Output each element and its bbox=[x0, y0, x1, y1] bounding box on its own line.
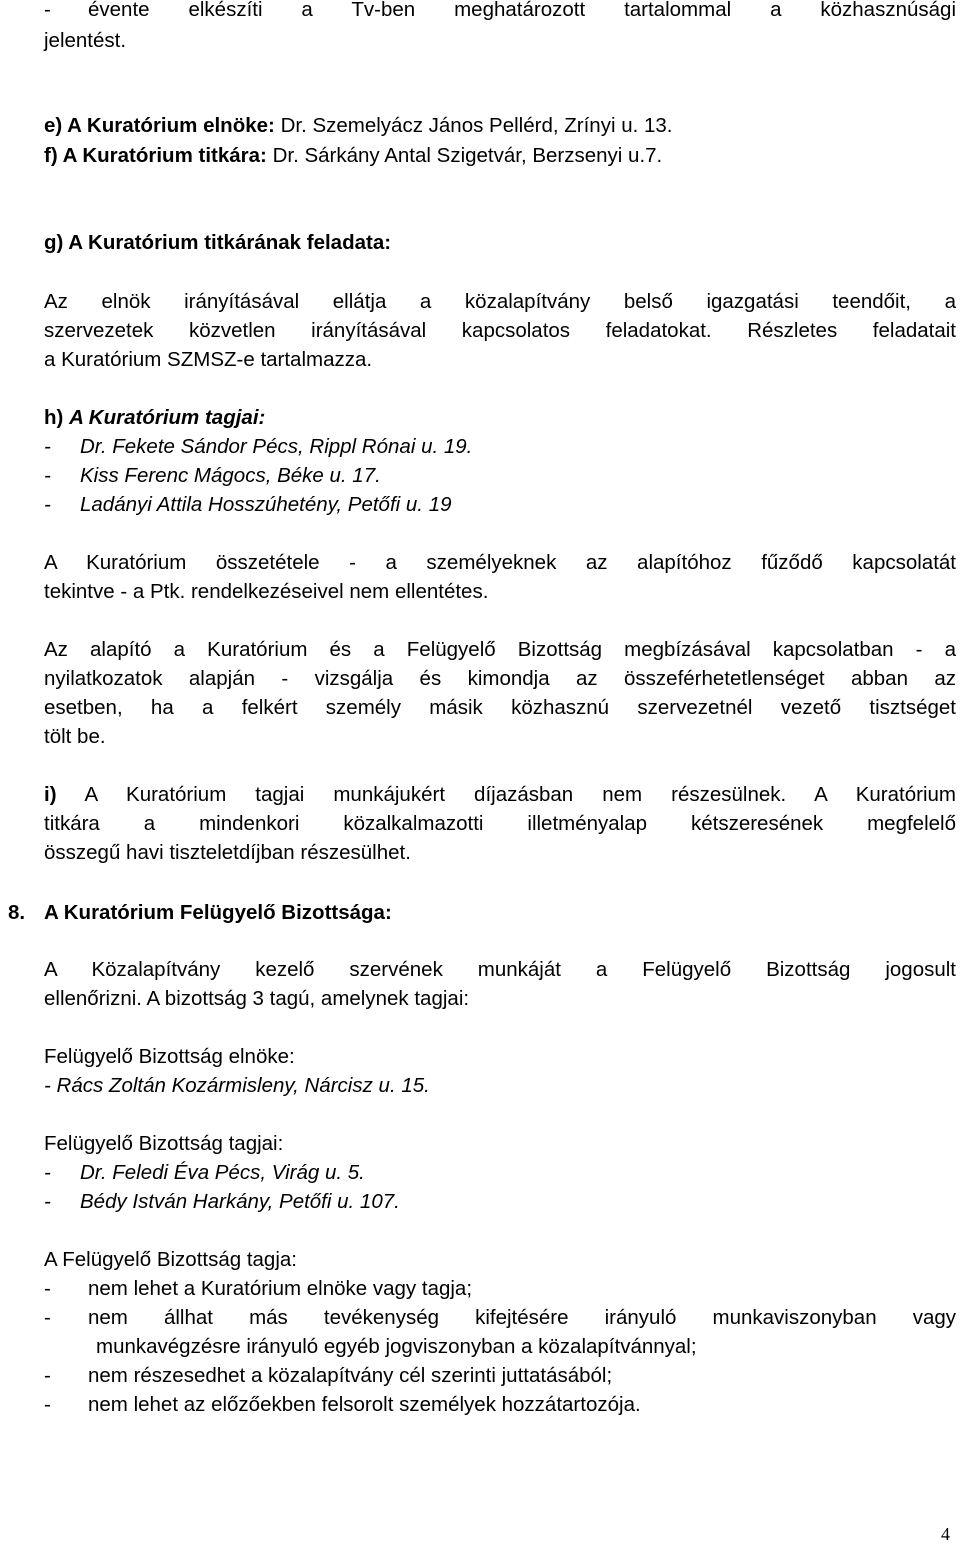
paragraph-line: szervezetek közvetlen irányításával kapcsolatos feladatokat. Részletes feladatait bbox=[44, 319, 956, 342]
list-dash: - bbox=[44, 493, 51, 516]
member-name: Dr. Feledi Éva Pécs, Virág u. 5. bbox=[80, 1161, 365, 1184]
paragraph-line: összegű havi tiszteletdíjban részesülhet. bbox=[44, 841, 411, 864]
list-dash: - bbox=[44, 464, 51, 487]
section-heading: g) A Kuratórium titkárának feladata: bbox=[44, 231, 392, 254]
board-members-label: Felügyelő Bizottság tagjai: bbox=[44, 1132, 284, 1155]
list-item bbox=[44, 0, 956, 22]
rule-item bbox=[44, 1393, 641, 1417]
secretary-line bbox=[44, 144, 662, 168]
paragraph-line: esetben, ha a felkért személy másik közhasznú szervezetnél vezető tisztséget bbox=[44, 696, 956, 719]
rule-item bbox=[44, 1277, 472, 1301]
list-dash: - bbox=[44, 1277, 51, 1300]
list-dash: - bbox=[44, 0, 51, 21]
list-dash: - bbox=[44, 1306, 51, 1329]
rule-continuation: munkavégzésre irányuló egyéb jogviszonyban a közalapítvánnyal; bbox=[96, 1335, 697, 1358]
chair-line bbox=[44, 114, 673, 138]
board-chair-label: Felügyelő Bizottság elnöke: bbox=[44, 1045, 295, 1068]
list-dash: - bbox=[44, 1161, 51, 1184]
list-dash: - bbox=[44, 1364, 51, 1387]
rule-item bbox=[44, 1364, 612, 1388]
section-prefix: h) bbox=[44, 406, 64, 429]
secretary-value: Dr. Sárkány Antal Szigetvár, Berzsenyi u.7. bbox=[272, 144, 663, 167]
paragraph-line: A Közalapítvány kezelő szervének munkáját a Felügyelő Bizottság jogosult bbox=[44, 958, 956, 981]
section-title: A Kuratórium Felügyelő Bizottsága: bbox=[44, 901, 392, 924]
rule-text: nem lehet a Kuratórium elnöke vagy tagja; bbox=[88, 1277, 473, 1300]
list-dash: - bbox=[44, 1190, 51, 1213]
member-item bbox=[44, 1161, 365, 1185]
paragraph-line: A Kuratórium összetétele - a személyeknek az alapítóhoz fűződő kapcsolatát bbox=[44, 551, 956, 574]
paragraph-line bbox=[44, 783, 956, 807]
rule-text: nem lehet az előzőekben felsorolt személyek hozzátartozója. bbox=[88, 1393, 641, 1416]
member-item bbox=[44, 464, 381, 488]
member-name: Ladányi Attila Hosszúhetény, Petőfi u. 19 bbox=[80, 493, 452, 516]
paragraph-line: a Kuratórium SZMSZ-e tartalmazza. bbox=[44, 348, 373, 371]
paragraph-line: Az elnök irányításával ellátja a közalapítvány belső igazgatási teendőit, a bbox=[44, 290, 956, 313]
paragraph-line: ellenőrizni. A bizottság 3 tagú, amelynek tagjai: bbox=[44, 987, 470, 1010]
list-dash: - bbox=[44, 1393, 51, 1416]
paragraph-line: tekintve - a Ptk. rendelkezéseivel nem ellentétes. bbox=[44, 580, 489, 603]
section-heading bbox=[44, 406, 265, 430]
paragraph-line: titkára a mindenkori közalkalmazotti illetményalap kétszeresének megfelelő bbox=[44, 812, 956, 835]
chair-label: e) A Kuratórium elnöke: bbox=[44, 114, 275, 137]
section-heading bbox=[8, 901, 392, 925]
member-name: Kiss Ferenc Mágocs, Béke u. 17. bbox=[80, 464, 381, 487]
section-number: 8. bbox=[8, 901, 26, 924]
member-item bbox=[44, 1190, 400, 1214]
paragraph-line: Az alapító a Kuratórium és a Felügyelő Bizottság megbízásával kapcsolatban - a bbox=[44, 638, 956, 661]
section-prefix: i) bbox=[44, 783, 57, 806]
member-name: Bédy István Harkány, Petőfi u. 107. bbox=[80, 1190, 400, 1213]
paragraph-text: A Kuratórium tagjai munkájukért díjazásban nem részesülnek. A Kuratórium bbox=[84, 783, 956, 806]
paragraph-line: nyilatkozatok alapján - vizsgálja és kimondja az összeférhetetlenséget abban az bbox=[44, 667, 956, 690]
paragraph-line: tölt be. bbox=[44, 725, 106, 748]
list-dash: - bbox=[44, 435, 51, 458]
member-item bbox=[44, 435, 472, 459]
rules-label: A Felügyelő Bizottság tagja: bbox=[44, 1248, 297, 1271]
board-chair: - Rács Zoltán Kozármisleny, Nárcisz u. 15. bbox=[44, 1074, 430, 1097]
secretary-label: f) A Kuratórium titkára: bbox=[44, 144, 267, 167]
rule-text: nem állhat más tevékenység kifejtésére irányuló munkaviszonyban vagy bbox=[88, 1306, 956, 1329]
chair-value: Dr. Szemelyácz János Pellérd, Zrínyi u. 13. bbox=[280, 114, 673, 137]
page-number: 4 bbox=[941, 1524, 950, 1544]
text-line: évente elkészíti a Tv-ben meghatározott tartalommal a közhasznúsági bbox=[88, 0, 956, 21]
rule-text: nem részesedhet a közalapítvány cél szerinti juttatásából; bbox=[88, 1364, 613, 1387]
section-title: A Kuratórium tagjai: bbox=[69, 406, 266, 429]
rule-item bbox=[44, 1306, 956, 1330]
member-name: Dr. Fekete Sándor Pécs, Rippl Rónai u. 19. bbox=[80, 435, 473, 458]
text-line: jelentést. bbox=[44, 29, 127, 52]
member-item bbox=[44, 493, 452, 517]
